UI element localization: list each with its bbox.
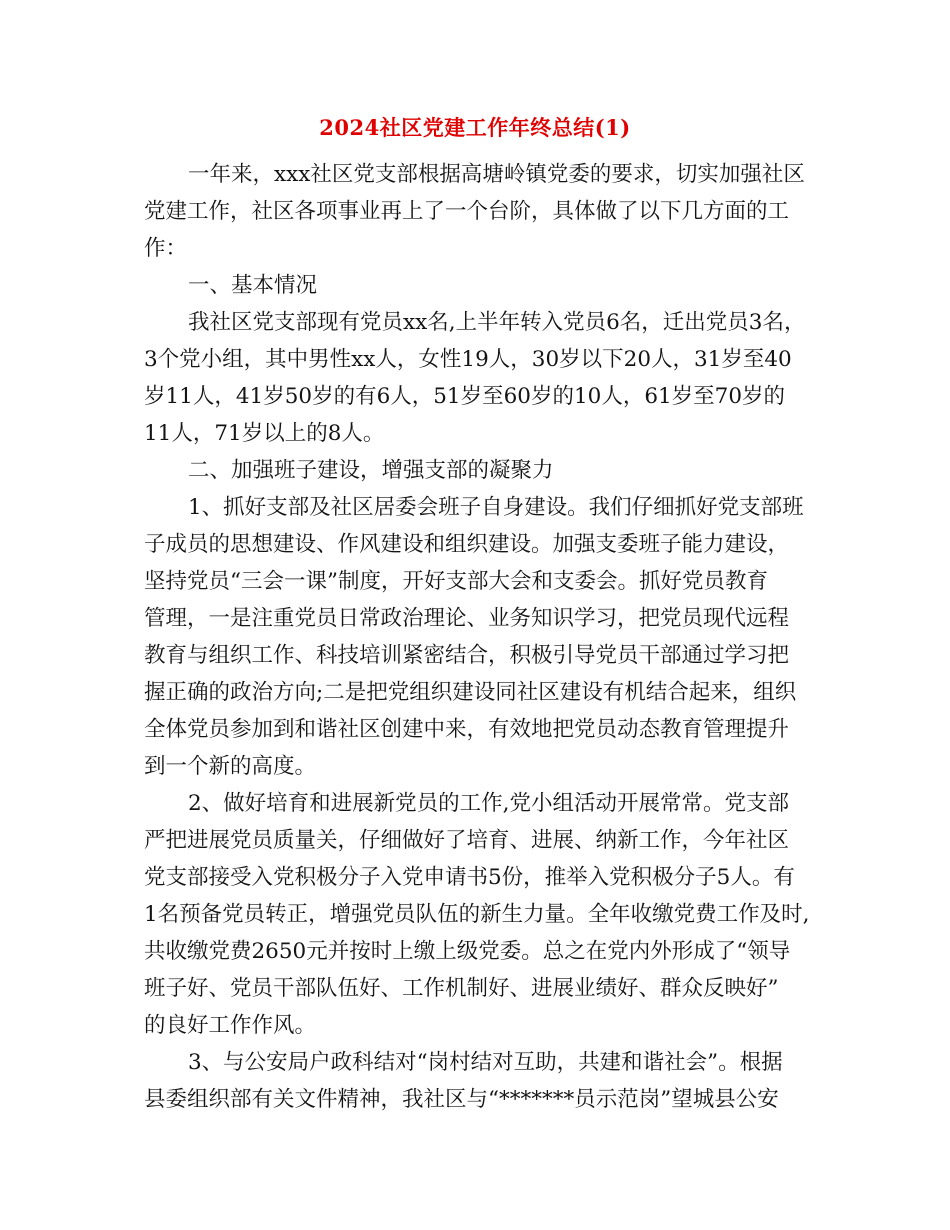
text-line: 1、抓好支部及社区居委会班子自身建设。我们仔细抓好党支部班 (188, 495, 804, 520)
text-line: 一年来，xxx社区党支部根据高塘岭镇党委的要求，切实加强社区 (188, 162, 805, 187)
document-title: 2024社区党建工作年终总结(1) (319, 115, 631, 140)
text-line: 管理，一是注重党员日常政治理论、业务知识学习，把党员现代远程 (144, 606, 790, 631)
text-line: 子成员的思想建设、作风建设和组织建设。加强支委班子能力建设， (144, 532, 790, 557)
text-line: 2、做好培育和进展新党员的工作,党小组活动开展常常。党支部 (188, 791, 790, 816)
section-heading: 一、基本情况 (188, 273, 318, 298)
text-line: 党建工作，社区各项事业再上了一个台阶，具体做了以下几方面的工 (144, 199, 790, 224)
text-line: 的良好工作作风。 (144, 1013, 317, 1038)
text-line: 3、与公安局户政科结对“岗村结对互助，共建和谐社会”。根据 (188, 1050, 783, 1075)
text-line: 握正确的政治方向;二是把党组织建设同社区建设有机结合起来，组织 (144, 680, 797, 705)
section-heading: 二、加强班子建设，增强支部的凝聚力 (188, 458, 554, 483)
text-line: 岁11人，41岁50岁的有6人，51岁至60岁的10人，61岁至70岁的 (144, 384, 786, 409)
text-line: 11人，71岁以上的8人。 (144, 421, 385, 446)
text-line: 坚持党员“三会一课”制度，开好支部大会和支委会。抓好党员教育 (144, 569, 768, 594)
text-line: 共收缴党费2650元并按时上缴上级党委。总之在党内外形成了“领导 (144, 939, 791, 964)
text-line: 1名预备党员转正，增强党员队伍的新生力量。全年收缴党费工作及时, (144, 902, 810, 927)
text-line: 党支部接受入党积极分子入党申请书5份，推举入党积极分子5人。有 (144, 865, 795, 890)
text-line: 教育与组织工作、科技培训紧密结合，积极引导党员干部通过学习把 (144, 643, 790, 668)
text-line: 全体党员参加到和谐社区创建中来，有效地把党员动态教育管理提升 (144, 717, 790, 742)
text-line: 作： (144, 236, 188, 261)
text-line: 县委组织部有关文件精神，我社区与“*******员示范岗”望城县公安 (144, 1087, 779, 1112)
text-line: 3个党小组，其中男性xx人，女性19人，30岁以下20人，31岁至40 (144, 347, 792, 372)
text-line: 到一个新的高度。 (144, 754, 317, 779)
text-line: 班子好、党员干部队伍好、工作机制好、进展业绩好、群众反映好” (144, 976, 779, 1001)
text-line: 严把进展党员质量关，仔细做好了培育、进展、纳新工作，今年社区 (144, 828, 790, 853)
text-line: 我社区党支部现有党员xx名,上半年转入党员6名，迁出党员3名， (188, 310, 806, 335)
